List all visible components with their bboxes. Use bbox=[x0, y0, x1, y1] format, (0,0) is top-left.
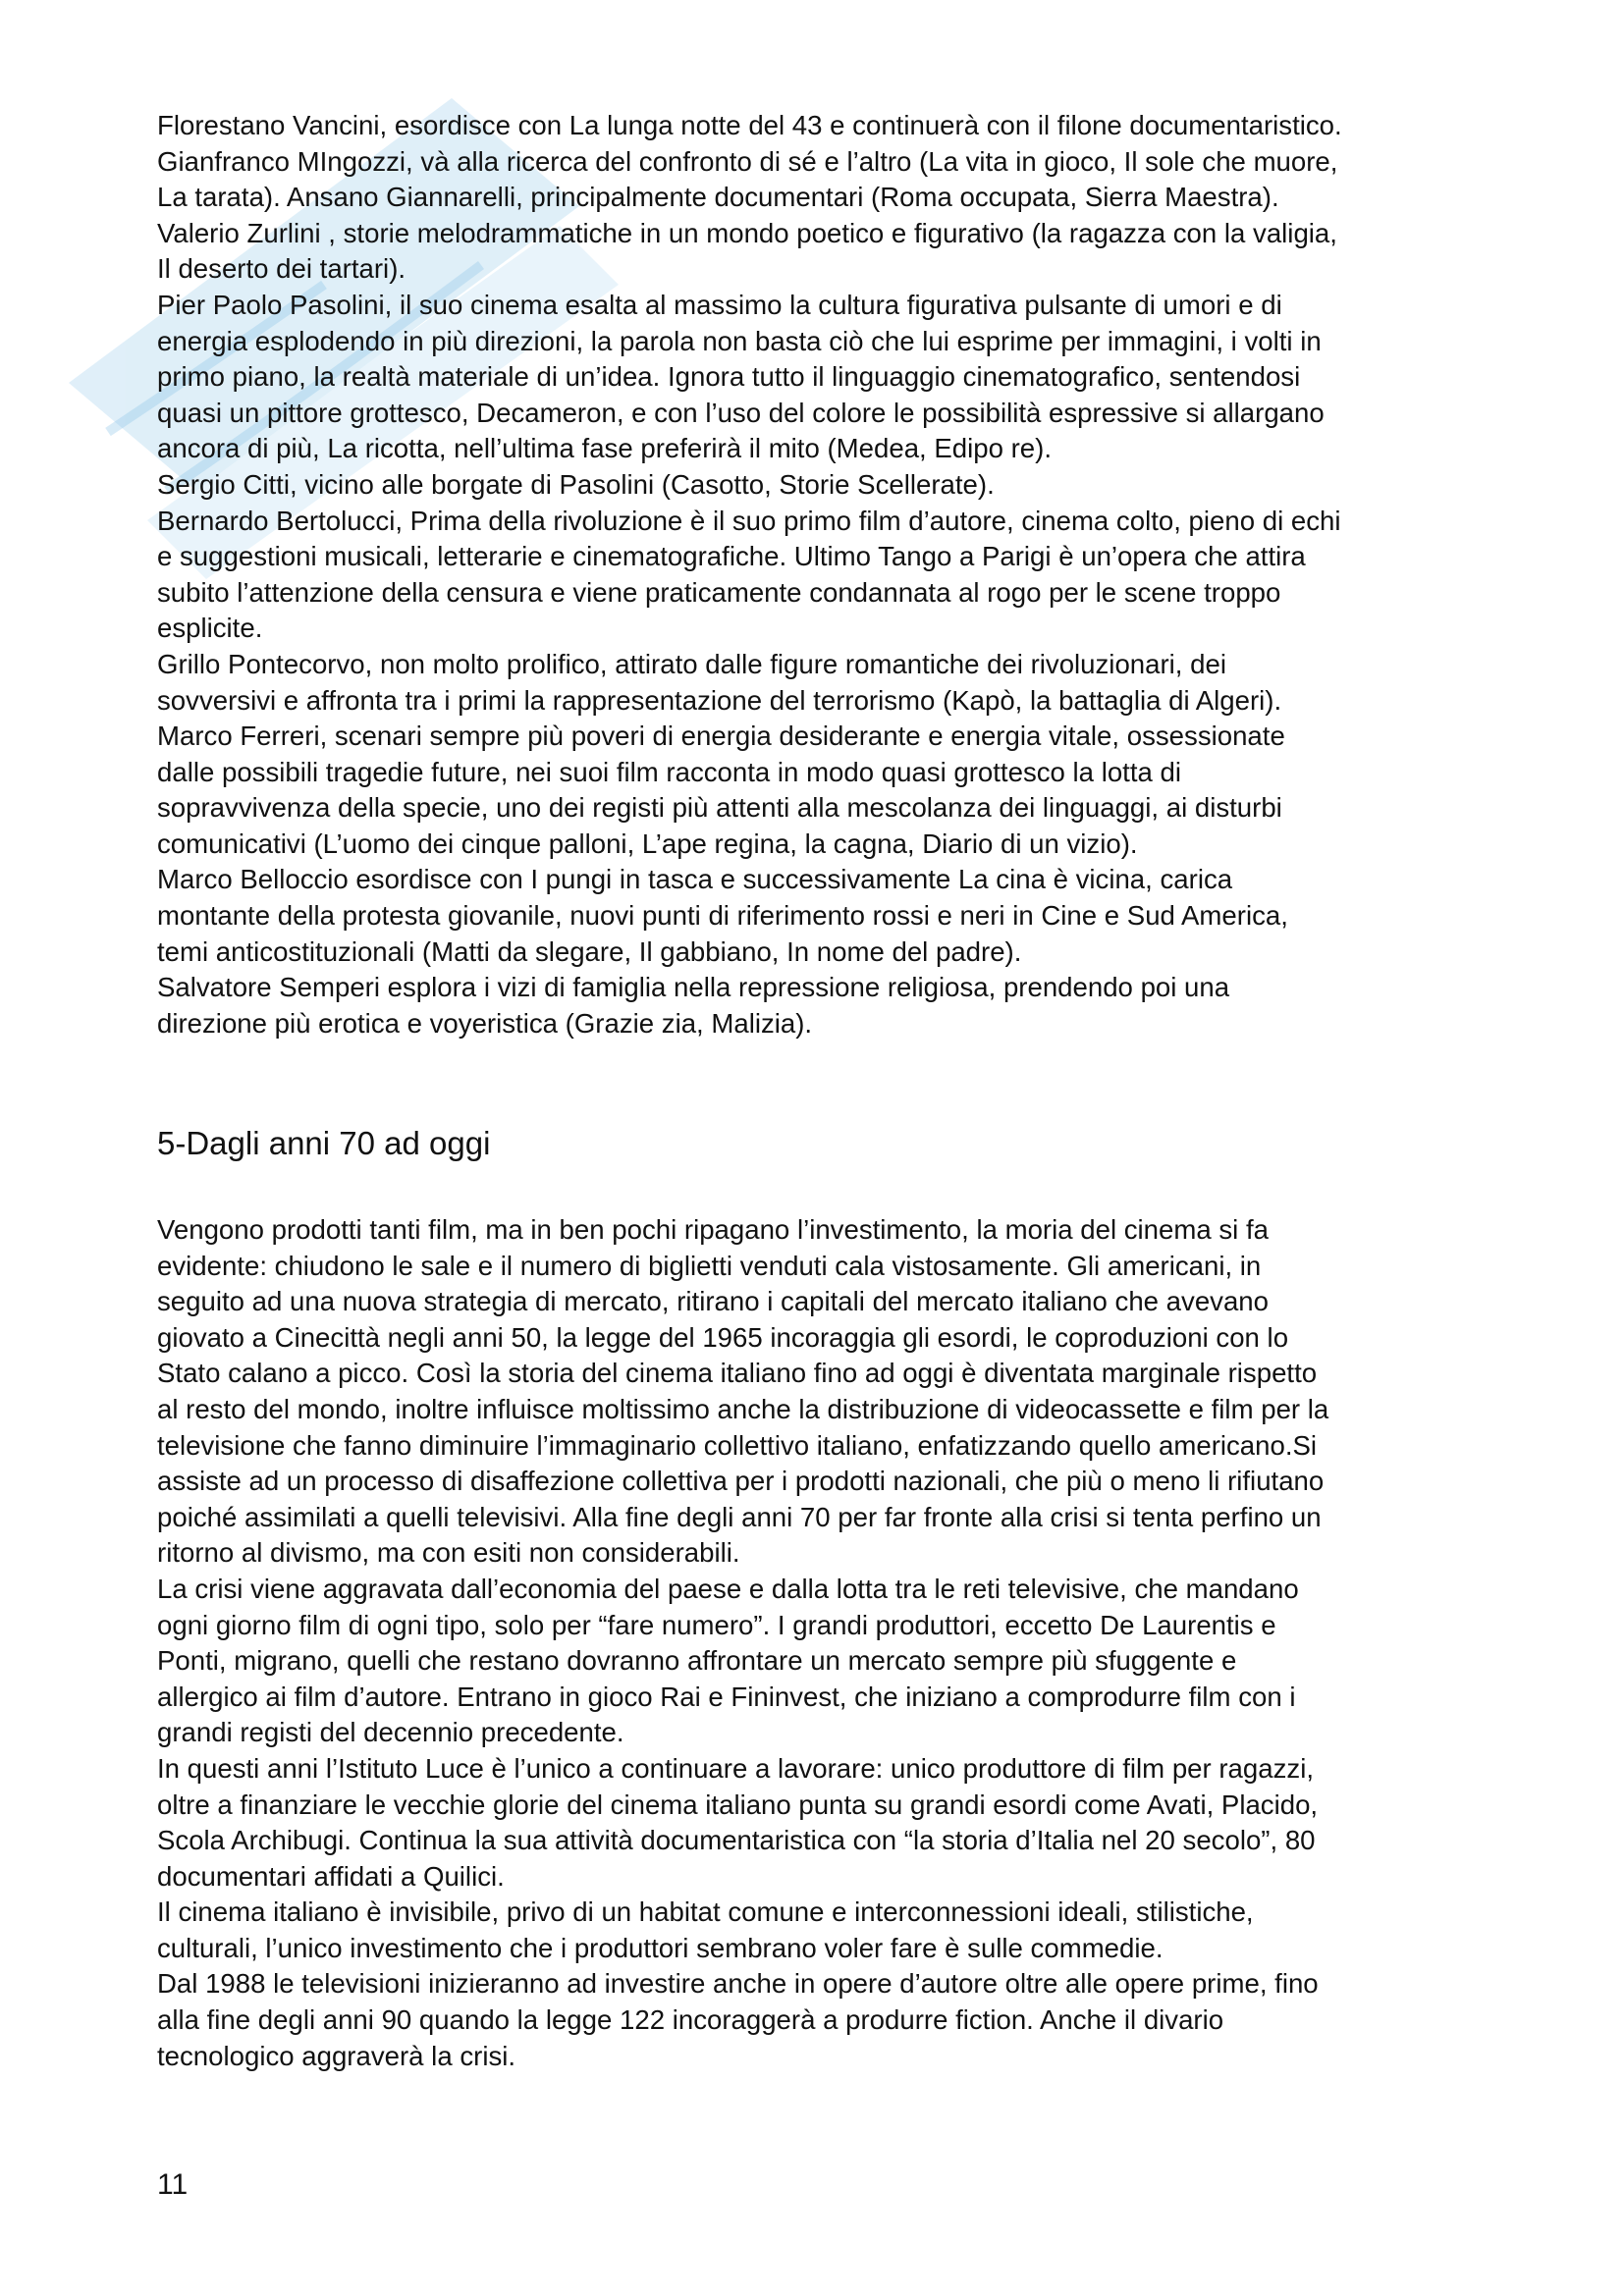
text-line: Marco Belloccio esordisce con I pungi in tasca e successivamente La cina è vicina, carica bbox=[157, 864, 1233, 895]
text-line: Valerio Zurlini , storie melodrammatiche in un mondo poetico e figurativo (la ragazza con la valigia, bbox=[157, 217, 1337, 248]
text-line: energia esplodendo in più direzioni, la parola non basta ciò che lui esprime per immagini, i volti in bbox=[157, 325, 1322, 356]
text-line: assiste ad un processo di disaffezione collettiva per i prodotti nazionali, che più o meno li rifiutano bbox=[157, 1466, 1325, 1497]
text-line: Stato calano a picco. Così la storia del cinema italiano fino ad oggi è diventata marginale rispetto bbox=[157, 1358, 1318, 1389]
text-line: quasi un pittore grottesco, Decameron, e con l’uso del colore le possibilità espressive si allargano bbox=[157, 397, 1325, 428]
text-line: sovversivi e affronta tra i primi la rappresentazione del terrorismo (Kapò, la battaglia di Algeri). bbox=[157, 684, 1282, 716]
text-line: subito l’attenzione della censura e viene praticamente condannata al rogo per le scene troppo bbox=[157, 576, 1281, 608]
text-line: temi anticostituzionali (Matti da slegare, Il gabbiano, In nome del padre). bbox=[157, 935, 1022, 967]
text-line: documentari affidati a Quilici. bbox=[157, 1860, 505, 1892]
text-line: Gianfranco MIngozzi, và alla ricerca del confronto di sé e l’altro (La vita in gioco, Il sole che muore, bbox=[157, 145, 1338, 177]
page-number: 11 bbox=[157, 2168, 189, 2201]
text-line: comunicativi (L’uomo dei cinque palloni, L’ape regina, la cagna, Diario di un vizio). bbox=[157, 828, 1138, 859]
text-line: Grillo Pontecorvo, non molto prolifico, attirato dalle figure romantiche dei rivoluzionari, dei bbox=[157, 648, 1226, 679]
text-line: dalle possibili tragedie future, nei suoi film racconta in modo quasi grottesco la lotta di bbox=[157, 756, 1181, 787]
text-line: Ponti, migrano, quelli che restano dovranno affrontare un mercato sempre più sfuggente e bbox=[157, 1645, 1237, 1677]
text-line: grandi registi del decennio precedente. bbox=[157, 1717, 624, 1748]
text-line: primo piano, la realtà materiale di un’idea. Ignora tutto il linguaggio cinematografico, sentendosi bbox=[157, 361, 1301, 393]
text-line: Sergio Citti, vicino alle borgate di Pasolini (Casotto, Storie Scellerate). bbox=[157, 468, 995, 500]
text-line: al resto del mondo, inoltre influisce moltissimo anche la distribuzione di videocassette e film per la bbox=[157, 1393, 1329, 1424]
text-line: seguito ad una nuova strategia di mercato, ritirano i capitali del mercato italiano che avevano bbox=[157, 1286, 1270, 1317]
text-line: La crisi viene aggravata dall’economia del paese e dalla lotta tra le reti televisive, che mandano bbox=[157, 1573, 1299, 1604]
text-line: culturali, l’unico investimento che i produttori sembrano voler fare è sulle commedie. bbox=[157, 1932, 1164, 1963]
text-line: giovato a Cinecittà negli anni 50, la legge del 1965 incoraggia gli esordi, le coproduzioni con lo bbox=[157, 1321, 1289, 1353]
text-line: Bernardo Bertolucci, Prima della rivoluzione è il suo primo film d’autore, cinema colto, pieno di echi bbox=[157, 505, 1341, 536]
text-line: La tarata). Ansano Giannarelli, principalmente documentari (Roma occupata, Sierra Maestra). bbox=[157, 182, 1279, 213]
text-line: allergico ai film d’autore. Entrano in gioco Rai e Fininvest, che iniziano a comprodurre film con i bbox=[157, 1681, 1296, 1712]
text-line: Florestano Vancini, esordisce con La lunga notte del 43 e continuerà con il filone documentaristico. bbox=[157, 110, 1342, 140]
text-line: oltre a finanziare le vecchie glorie del cinema italiano punta su grandi esordi come Avati, Placido, bbox=[157, 1789, 1319, 1820]
text-line: ogni giorno film di ogni tipo, solo per “fare numero”. I grandi produttori, eccetto De Laurentis e bbox=[157, 1609, 1276, 1640]
text-line: Scola Archibugi. Continua la sua attività documentaristica con “la storia d’Italia nel 20 secolo”, 80 bbox=[157, 1825, 1316, 1856]
text-line: Marco Ferreri, scenari sempre più poveri di energia desiderante e energia vitale, ossessionate bbox=[157, 721, 1285, 752]
section-body bbox=[157, 1212, 1492, 2074]
section-heading: 5-Dagli anni 70 ad oggi bbox=[157, 1125, 491, 1161]
text-line: In questi anni l’Istituto Luce è l’unico a continuare a lavorare: unico produttore di film per ragazzi, bbox=[157, 1752, 1314, 1784]
text-line: montante della protesta giovanile, nuovi punti di riferimento rossi e neri in Cine e Sud America, bbox=[157, 900, 1288, 932]
text-line: Il cinema italiano è invisibile, privo di un habitat comune e interconnessioni ideali, stilistiche, bbox=[157, 1896, 1254, 1928]
text-line: direzione più erotica e voyeristica (Grazie zia, Malizia). bbox=[157, 1007, 813, 1039]
text-line: e suggestioni musicali, letterarie e cinematografiche. Ultimo Tango a Parigi è un’opera che attira bbox=[157, 541, 1306, 572]
text-line: alla fine degli anni 90 quando la legge 122 incoraggerà a produrre fiction. Anche il divario bbox=[157, 2004, 1224, 2036]
text-line: televisione che fanno diminuire l’immaginario collettivo italiano, enfatizzando quello americano.Si bbox=[157, 1429, 1318, 1461]
text-line: esplicite. bbox=[157, 613, 263, 644]
text-line: poiché assimilati a quelli televisivi. Alla fine degli anni 70 per far fronte alla crisi si tenta perfino un bbox=[157, 1501, 1322, 1532]
text-line: ritorno al divismo, ma con esiti non considerabili. bbox=[157, 1537, 740, 1569]
text-line: sopravvivenza della specie, uno dei registi più attenti alla mescolanza dei linguaggi, ai disturbi bbox=[157, 792, 1282, 824]
intro-text-block bbox=[157, 108, 1492, 1041]
text-line: Dal 1988 le televisioni inizieranno ad investire anche in opere d’autore oltre alle opere prime, fino bbox=[157, 1968, 1319, 2000]
text-line: Pier Paolo Pasolini, il suo cinema esalta al massimo la cultura figurativa pulsante di umori e di bbox=[157, 289, 1282, 320]
text-line: Il deserto dei tartari). bbox=[157, 253, 406, 285]
text-line: Salvatore Semperi esplora i vizi di famiglia nella repressione religiosa, prendendo poi una bbox=[157, 972, 1230, 1003]
text-line: ancora di più, La ricotta, nell’ultima fase preferirà il mito (Medea, Edipo re). bbox=[157, 433, 1053, 464]
text-line: tecnologico aggraverà la crisi. bbox=[157, 2040, 516, 2071]
text-line: Vengono prodotti tanti film, ma in ben pochi ripagano l’investimento, la moria del cinema si fa bbox=[157, 1214, 1269, 1245]
text-line: evidente: chiudono le sale e il numero di biglietti venduti cala vistosamente. Gli americani, in bbox=[157, 1250, 1262, 1281]
